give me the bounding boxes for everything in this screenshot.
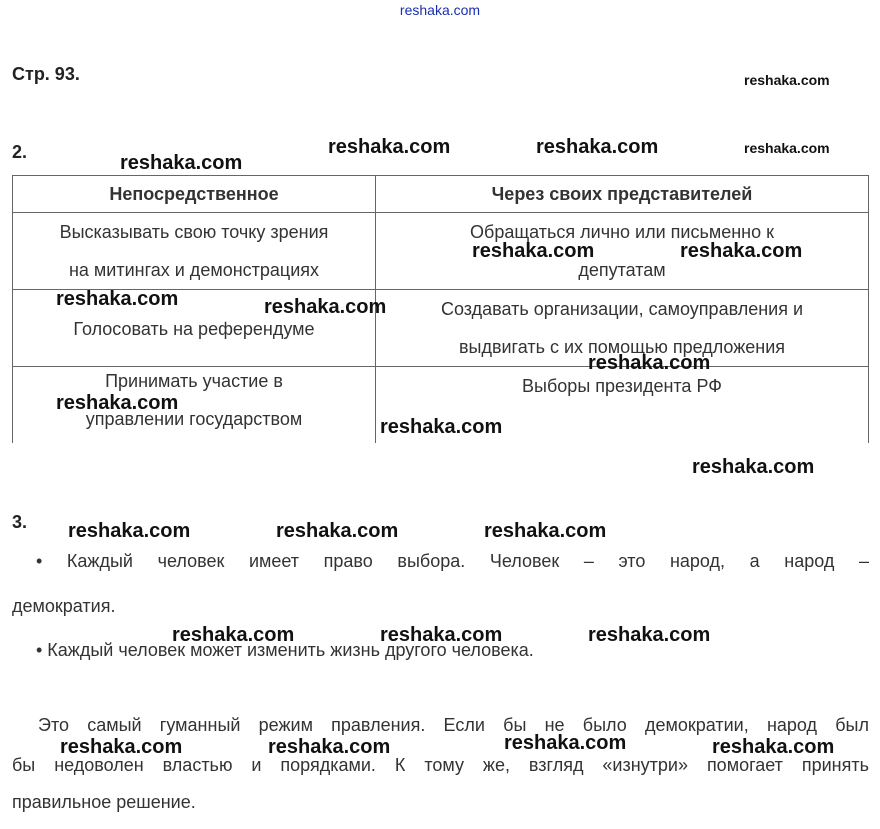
- bullet-1-line-1: • Каждый человек имеет право выбора. Человек – это народ, а народ –: [36, 551, 869, 571]
- cell-line: выдвигать с их помощью предложения: [458, 337, 786, 357]
- watermark: reshaka.com: [68, 520, 191, 542]
- watermark: reshaka.com: [472, 240, 595, 262]
- cell-line: управлении государством: [85, 409, 303, 429]
- page-title: Стр. 93.: [12, 64, 80, 84]
- paragraph-line-3: правильное решение.: [12, 792, 196, 812]
- cell-line: Высказывать свою точку зрения: [59, 222, 329, 242]
- watermark: reshaka.com: [172, 624, 295, 646]
- cell-direct: [13, 213, 376, 290]
- watermark: reshaka.com: [588, 352, 711, 374]
- cell-line: Обращаться лично или письменно к: [470, 222, 774, 242]
- task-3-number: 3.: [12, 512, 28, 532]
- watermark: reshaka.com: [264, 296, 387, 318]
- cell-line: Создавать организации, самоуправления и: [440, 299, 804, 319]
- watermark: reshaka.com: [504, 732, 627, 754]
- watermark: reshaka.com: [120, 152, 243, 174]
- cell-line: депутатам: [578, 260, 666, 280]
- watermark: reshaka.com: [744, 140, 830, 156]
- watermark: reshaka.com: [380, 624, 503, 646]
- watermark: reshaka.com: [276, 520, 399, 542]
- watermark: reshaka.com: [744, 72, 830, 88]
- watermark: reshaka.com: [680, 240, 803, 262]
- cell-line: на митингах и демонстрациях: [68, 260, 320, 280]
- task-2-number: 2.: [12, 142, 28, 162]
- bullet-2: • Каждый человек может изменить жизнь другого человека.: [36, 640, 534, 660]
- top-site-link[interactable]: reshaka.com: [399, 2, 481, 18]
- bullet-1-line-2: демократия.: [12, 596, 116, 616]
- watermark: reshaka.com: [268, 736, 391, 758]
- paragraph-line-2: бы недоволен властью и порядками. К тому же, взгляд «изнутри» помогает принять: [12, 755, 869, 775]
- cell-line: Принимать участие в: [105, 371, 283, 391]
- watermark: reshaka.com: [328, 136, 451, 158]
- table-header-row: [13, 176, 869, 213]
- cell-line: Выборы президента РФ: [522, 376, 722, 396]
- cell-line: Голосовать на референдуме: [73, 319, 315, 339]
- header-direct: Непосредственное: [13, 176, 376, 213]
- watermark: reshaka.com: [692, 456, 815, 478]
- watermark: reshaka.com: [60, 736, 183, 758]
- watermark: reshaka.com: [712, 736, 835, 758]
- watermark: reshaka.com: [56, 392, 179, 414]
- watermark: reshaka.com: [56, 288, 179, 310]
- watermark: reshaka.com: [536, 136, 659, 158]
- watermark: reshaka.com: [588, 624, 711, 646]
- watermark: reshaka.com: [380, 416, 503, 438]
- paragraph-line-1: Это самый гуманный режим правления. Если бы не было демократии, народ был: [38, 715, 869, 735]
- watermark: reshaka.com: [484, 520, 607, 542]
- header-representative: Через своих представителей: [376, 176, 869, 213]
